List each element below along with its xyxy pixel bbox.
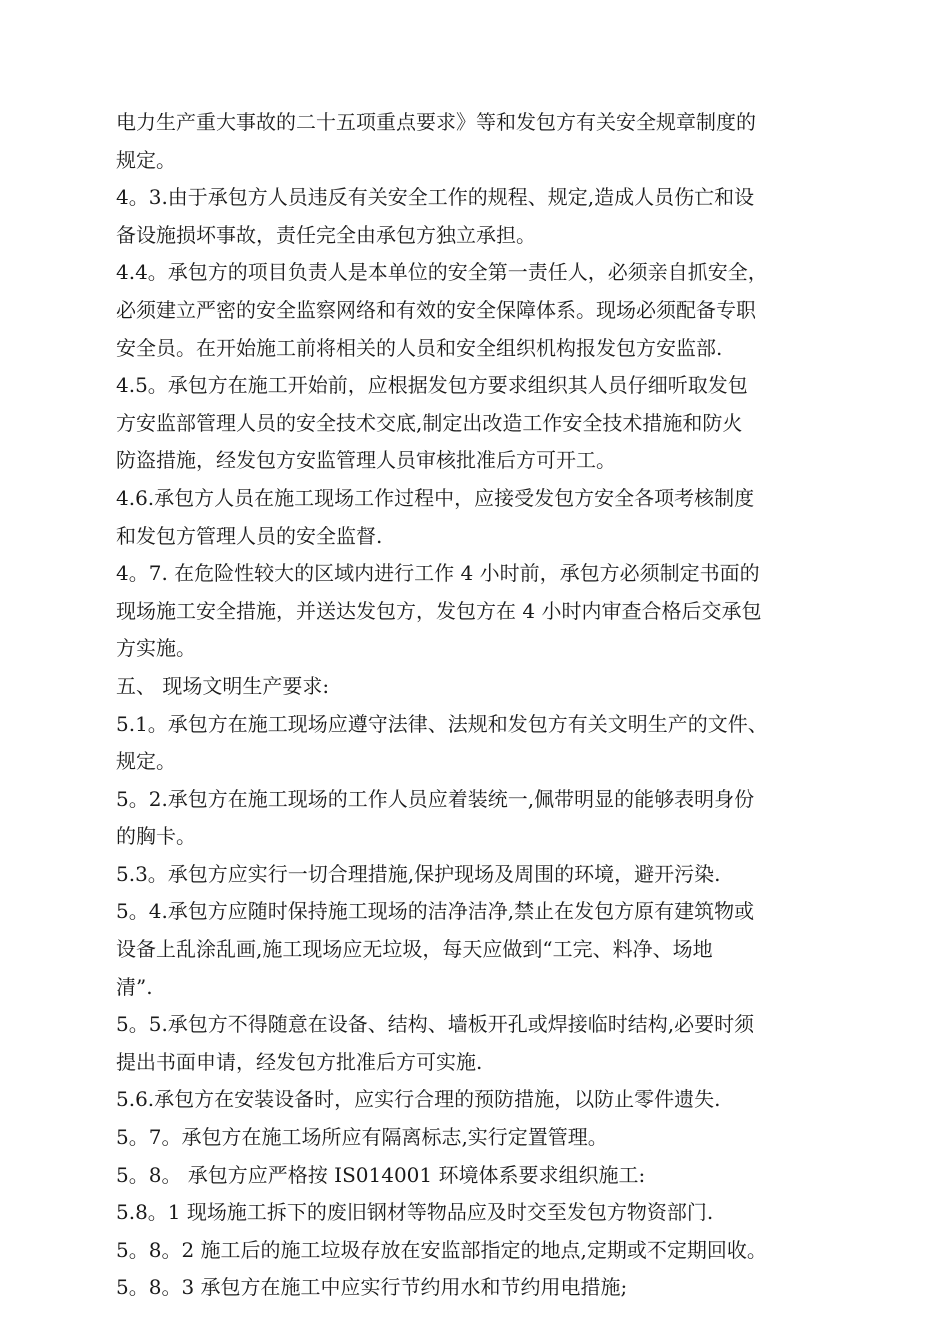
text-line: 清”. [116,974,153,999]
text-line: 5。5.承包方不得随意在设备、结构、墙板开孔或焊接临时结构,必要时须 [116,1012,755,1037]
text-line: 5.3。承包方应实行一切合理措施,保护现场及周围的环境，避开污染. [116,861,721,886]
text-line: 设备上乱涂乱画,施工现场应无垃圾，每天应做到“工完、料净、场地 [116,937,713,962]
text-line: 方安监部管理人员的安全技术交底,制定出改造工作安全技术措施和防火 [116,410,743,435]
text-line: 的胸卡。 [116,824,196,849]
text-line: 电力生产重大事故的二十五项重点要求》等和发包方有关安全规章制度的 [116,110,756,134]
text-line: 5.1。承包方在施工现场应遵守法律、法规和发包方有关文明生产的文件、 [116,711,768,736]
text-line: 和发包方管理人员的安全监督. [116,523,383,548]
text-line: 防盗措施，经发包方安监管理人员审核批准后方可开工。 [116,448,616,473]
text-line: 5。4.承包方应随时保持施工现场的洁净洁净,禁止在发包方原有建筑物或 [116,899,755,924]
text-line: 4.5。承包方在施工开始前，应根据发包方要求组织其人员仔细听取发包 [116,373,748,398]
text-line: 5。8。3 承包方在施工中应实行节约用水和节约用电措施; [116,1275,628,1300]
text-line: 5。2.承包方在施工现场的工作人员应着装统一,佩带明显的能够表明身份 [116,786,755,811]
text-line: 4.4。承包方的项目负责人是本单位的安全第一责任人，必须亲自抓安全， [116,260,768,285]
text-line: 必须建立严密的安全监察网络和有效的安全保障体系。现场必须配备专职 [116,297,756,322]
text-line: 4.6.承包方人员在施工现场工作过程中，应接受发包方安全各项考核制度 [116,485,755,510]
text-line: 5.6.承包方在安装设备时，应实行合理的预防措施，以防止零件遗失. [116,1087,721,1112]
section-heading: 五、 现场文明生产要求: [116,673,330,698]
text-line: 备设施损坏事故，责任完全由承包方独立承担。 [116,222,536,247]
text-line: 5.8。1 现场施工拆下的废旧钢材等物品应及时交至发包方物资部门. [116,1200,714,1225]
text-line: 5。7。承包方在施工场所应有隔离标志,实行定置管理。 [116,1125,608,1150]
text-line: 安全员。在开始施工前将相关的人员和安全组织机构报发包方安监部. [116,335,723,360]
text-line: 5。8。2 施工后的施工垃圾存放在安监部指定的地点,定期或不定期回收。 [116,1237,767,1262]
text-line: 方实施。 [116,636,196,661]
text-line: 4。3.由于承包方人员违反有关安全工作的规程、规定,造成人员伤亡和设 [116,185,755,210]
document-body [116,104,846,1307]
text-line: 5。8。 承包方应严格按 IS014001 环境体系要求组织施工: [116,1162,646,1187]
text-line: 现场施工安全措施，并送达发包方，发包方在 4 小时内审查合格后交承包 [116,598,762,623]
text-line: 规定。 [116,749,176,774]
text-line: 规定。 [116,147,176,172]
text-line: 4。7. 在危险性较大的区域内进行工作 4 小时前，承包方必须制定书面的 [116,561,760,586]
text-line: 提出书面申请，经发包方批准后方可实施. [116,1049,483,1074]
